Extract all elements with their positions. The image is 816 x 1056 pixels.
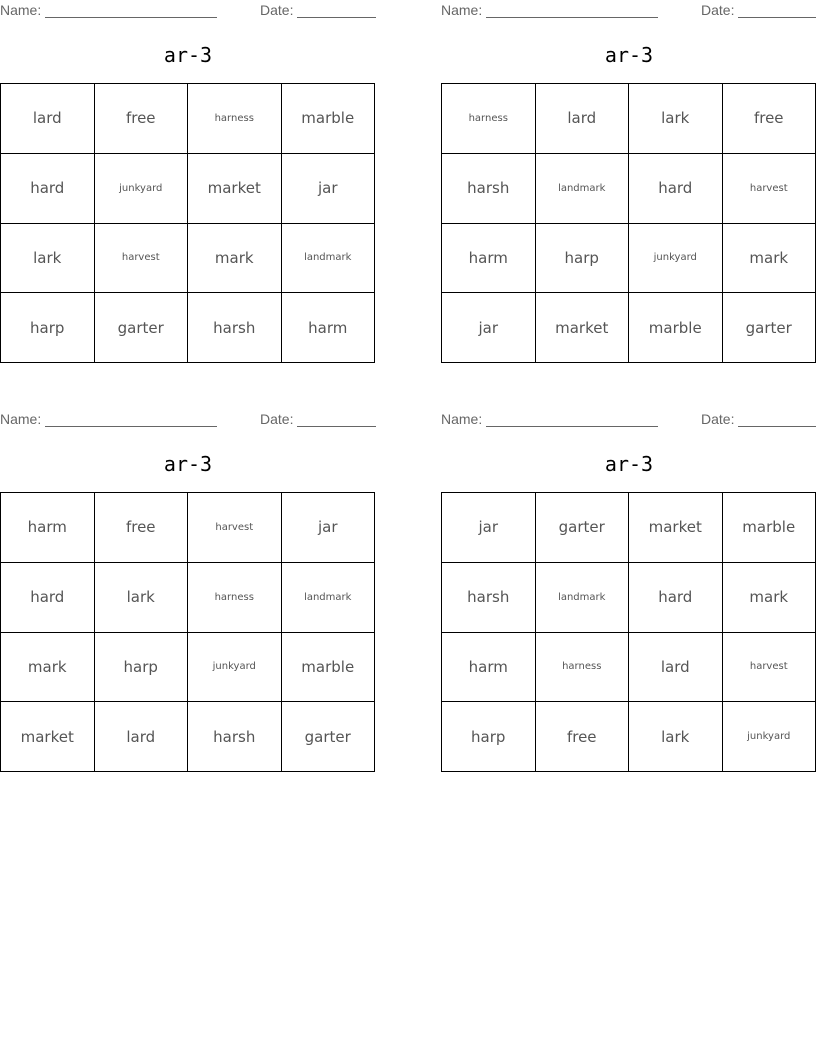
bingo-cell: harm (442, 633, 536, 703)
bingo-cell: free (95, 84, 189, 154)
bingo-cell: free (723, 84, 816, 154)
name-label: Name: (441, 2, 483, 18)
bingo-cell: harness (442, 84, 536, 154)
bingo-cell: harp (536, 224, 630, 294)
card-header (0, 2, 376, 20)
bingo-cell: junkyard (629, 224, 723, 294)
name-label: Name: (0, 411, 42, 427)
bingo-cell: harvest (723, 154, 816, 224)
bingo-cell: jar (442, 493, 536, 563)
bingo-cell: hard (1, 563, 95, 633)
bingo-cell: marble (282, 84, 376, 154)
bingo-grid (0, 492, 375, 772)
bingo-cell: harm (282, 293, 376, 363)
bingo-cell: marble (629, 293, 723, 363)
name-label: Name: (0, 2, 42, 18)
bingo-cell: lard (95, 702, 189, 772)
bingo-cell: market (1, 702, 95, 772)
bingo-cell: harp (442, 702, 536, 772)
bingo-cell: harsh (188, 293, 282, 363)
bingo-cell: market (188, 154, 282, 224)
date-label: Date: (701, 2, 735, 18)
bingo-cell: junkyard (188, 633, 282, 703)
bingo-cell: garter (95, 293, 189, 363)
bingo-cell: lard (1, 84, 95, 154)
bingo-cell: harvest (188, 493, 282, 563)
bingo-cell: landmark (536, 154, 630, 224)
card-header (0, 411, 376, 429)
bingo-cell: lark (629, 84, 723, 154)
bingo-grid (0, 83, 375, 363)
bingo-grid (441, 492, 816, 772)
bingo-cell: mark (723, 563, 816, 633)
bingo-cell: market (629, 493, 723, 563)
card-title: ar-3 (604, 43, 654, 67)
bingo-cell: harvest (723, 633, 816, 703)
bingo-cell: marble (723, 493, 816, 563)
bingo-cell: harp (95, 633, 189, 703)
bingo-cell: lard (629, 633, 723, 703)
bingo-card-2 (441, 0, 816, 364)
date-blank-line (738, 17, 816, 18)
bingo-cell: hard (1, 154, 95, 224)
card-title: ar-3 (163, 452, 213, 476)
bingo-cell: harp (1, 293, 95, 363)
bingo-cell: mark (1, 633, 95, 703)
card-header (441, 2, 816, 20)
name-blank-line (486, 426, 658, 427)
bingo-cell: garter (282, 702, 376, 772)
bingo-cell: mark (188, 224, 282, 294)
bingo-cell: garter (723, 293, 816, 363)
date-label: Date: (701, 411, 735, 427)
bingo-cell: lard (536, 84, 630, 154)
name-blank-line (486, 17, 658, 18)
bingo-cell: jar (442, 293, 536, 363)
bingo-cell: hard (629, 563, 723, 633)
bingo-cell: hard (629, 154, 723, 224)
bingo-card-3 (0, 409, 376, 773)
date-blank-line (738, 426, 816, 427)
bingo-cell: junkyard (95, 154, 189, 224)
bingo-cell: mark (723, 224, 816, 294)
bingo-card-1 (0, 0, 376, 364)
bingo-cell: harsh (188, 702, 282, 772)
bingo-cell: harm (442, 224, 536, 294)
bingo-grid (441, 83, 816, 363)
card-title: ar-3 (163, 43, 213, 67)
bingo-cell: harsh (442, 563, 536, 633)
name-label: Name: (441, 411, 483, 427)
bingo-cell: landmark (282, 224, 376, 294)
bingo-cell: marble (282, 633, 376, 703)
name-blank-line (45, 17, 217, 18)
bingo-cell: garter (536, 493, 630, 563)
date-label: Date: (260, 2, 294, 18)
bingo-cell: free (95, 493, 189, 563)
bingo-cell: harness (188, 84, 282, 154)
bingo-cell: jar (282, 493, 376, 563)
bingo-cell: landmark (282, 563, 376, 633)
card-header (441, 411, 816, 429)
card-title: ar-3 (604, 452, 654, 476)
bingo-cell: lark (629, 702, 723, 772)
date-blank-line (297, 426, 376, 427)
bingo-cell: harvest (95, 224, 189, 294)
date-blank-line (297, 17, 376, 18)
bingo-cell: lark (1, 224, 95, 294)
bingo-card-4 (441, 409, 816, 773)
bingo-cell: harness (536, 633, 630, 703)
bingo-cell: harm (1, 493, 95, 563)
bingo-cell: harness (188, 563, 282, 633)
bingo-cell: junkyard (723, 702, 816, 772)
bingo-cell: harsh (442, 154, 536, 224)
name-blank-line (45, 426, 217, 427)
date-label: Date: (260, 411, 294, 427)
bingo-cell: free (536, 702, 630, 772)
bingo-cell: market (536, 293, 630, 363)
bingo-cell: lark (95, 563, 189, 633)
bingo-cell: landmark (536, 563, 630, 633)
bingo-cell: jar (282, 154, 376, 224)
